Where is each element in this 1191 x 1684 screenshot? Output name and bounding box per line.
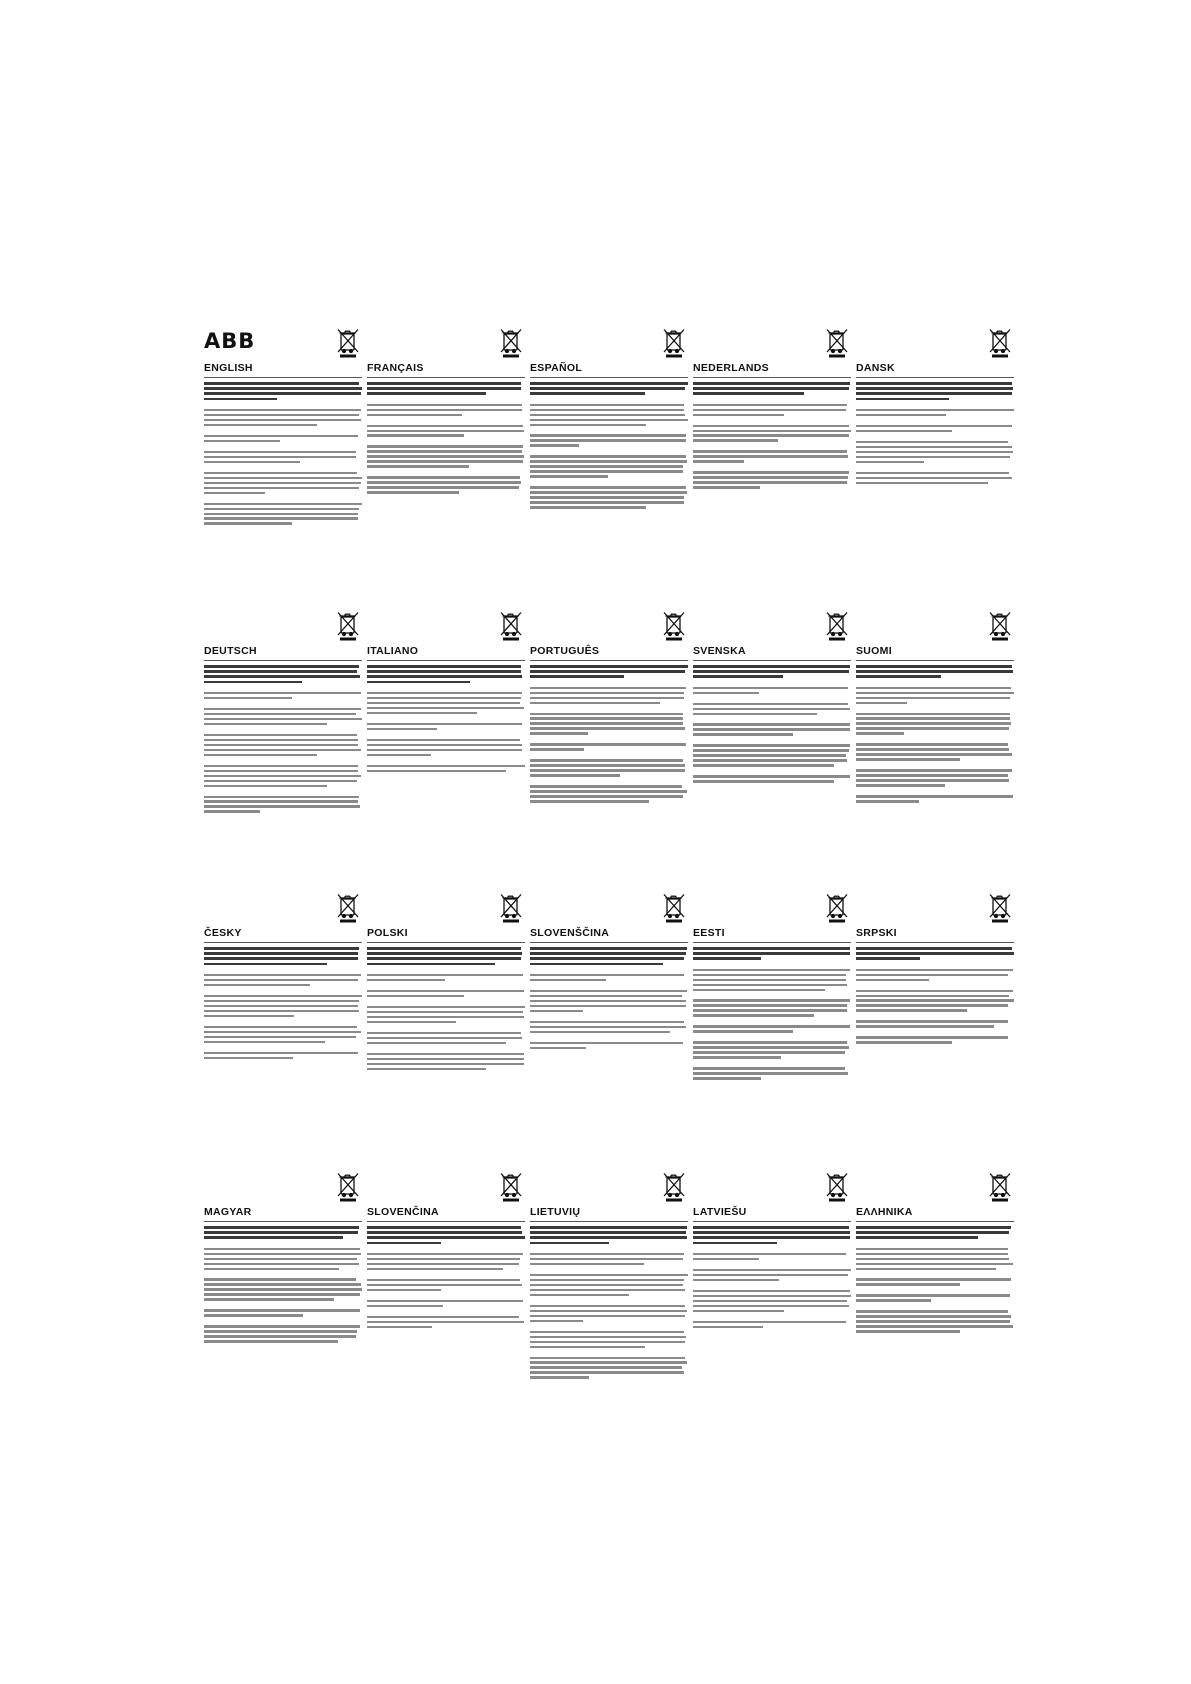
heading-divider xyxy=(367,660,525,661)
language-heading: SLOVENČINA xyxy=(367,1206,439,1218)
language-section xyxy=(693,328,851,576)
language-section xyxy=(367,1172,525,1420)
weee-bin-icon xyxy=(499,611,523,641)
weee-bin-icon xyxy=(499,328,523,358)
heading-divider xyxy=(530,377,688,378)
weee-bin-icon xyxy=(662,1172,686,1202)
weee-bin-icon xyxy=(499,893,523,923)
language-heading: EESTI xyxy=(693,927,725,939)
body-text-placeholder xyxy=(204,1226,362,1351)
body-text-placeholder xyxy=(367,1226,525,1337)
body-text-placeholder xyxy=(530,947,688,1058)
language-heading: ENGLISH xyxy=(204,362,253,374)
heading-divider xyxy=(204,377,362,378)
language-section xyxy=(693,1172,851,1420)
language-section xyxy=(530,328,688,576)
heading-divider xyxy=(204,1221,362,1222)
heading-divider xyxy=(856,377,1014,378)
body-text-placeholder xyxy=(204,382,362,533)
heading-divider xyxy=(693,377,851,378)
heading-divider xyxy=(530,660,688,661)
body-text-placeholder xyxy=(367,382,525,502)
heading-divider xyxy=(693,1221,851,1222)
language-heading: ESPAÑOL xyxy=(530,362,583,374)
language-heading: SVENSKA xyxy=(693,645,746,657)
language-section xyxy=(530,1172,688,1420)
weee-bin-icon xyxy=(988,611,1012,641)
weee-bin-icon xyxy=(988,893,1012,923)
language-section xyxy=(856,611,1014,859)
language-heading: PORTUGUÊS xyxy=(530,645,600,657)
heading-divider xyxy=(204,942,362,943)
language-section xyxy=(693,893,851,1141)
language-section xyxy=(204,328,362,576)
weee-bin-icon xyxy=(988,1172,1012,1202)
language-heading: FRANÇAIS xyxy=(367,362,424,374)
weee-bin-icon xyxy=(825,328,849,358)
heading-divider xyxy=(856,942,1014,943)
heading-divider xyxy=(367,1221,525,1222)
weee-bin-icon xyxy=(662,611,686,641)
heading-divider xyxy=(530,1221,688,1222)
weee-bin-icon xyxy=(662,328,686,358)
heading-divider xyxy=(693,660,851,661)
weee-bin-icon xyxy=(336,893,360,923)
body-text-placeholder xyxy=(693,382,851,497)
body-text-placeholder xyxy=(204,947,362,1068)
language-heading: NEDERLANDS xyxy=(693,362,769,374)
heading-divider xyxy=(367,942,525,943)
body-text-placeholder xyxy=(367,947,525,1079)
language-section xyxy=(856,1172,1014,1420)
language-heading: LATVIEŠU xyxy=(693,1206,747,1218)
language-heading: MAGYAR xyxy=(204,1206,252,1218)
language-section xyxy=(530,893,688,1141)
language-heading: SRPSKI xyxy=(856,927,897,939)
language-section xyxy=(530,611,688,859)
body-text-placeholder xyxy=(367,665,525,781)
weee-bin-icon xyxy=(825,893,849,923)
language-section xyxy=(856,893,1014,1141)
language-heading: SUOMI xyxy=(856,645,892,657)
body-text-placeholder xyxy=(530,665,688,811)
language-heading: LIETUVIŲ xyxy=(530,1206,581,1218)
abb-logo: ABB xyxy=(204,329,256,353)
body-text-placeholder xyxy=(856,1226,1014,1341)
body-text-placeholder xyxy=(856,382,1014,493)
weee-bin-icon xyxy=(336,1172,360,1202)
body-text-placeholder xyxy=(693,665,851,791)
language-section xyxy=(367,328,525,576)
weee-bin-icon xyxy=(336,611,360,641)
language-section xyxy=(693,611,851,859)
language-heading: ITALIANO xyxy=(367,645,419,657)
weee-bin-icon xyxy=(825,611,849,641)
body-text-placeholder xyxy=(530,382,688,517)
heading-divider xyxy=(856,1221,1014,1222)
language-section xyxy=(204,611,362,859)
weee-bin-icon xyxy=(336,328,360,358)
language-heading: DANSK xyxy=(856,362,895,374)
heading-divider xyxy=(367,377,525,378)
weee-bin-icon xyxy=(988,328,1012,358)
body-text-placeholder xyxy=(856,665,1014,811)
weee-bin-icon xyxy=(662,893,686,923)
heading-divider xyxy=(204,660,362,661)
weee-bin-icon xyxy=(825,1172,849,1202)
body-text-placeholder xyxy=(856,947,1014,1052)
body-text-placeholder xyxy=(204,665,362,821)
language-heading: ČESKY xyxy=(204,927,242,939)
heading-divider xyxy=(530,942,688,943)
language-section xyxy=(204,1172,362,1420)
language-section xyxy=(856,328,1014,576)
weee-bin-icon xyxy=(499,1172,523,1202)
language-heading: POLSKI xyxy=(367,927,408,939)
body-text-placeholder xyxy=(693,947,851,1088)
heading-divider xyxy=(693,942,851,943)
body-text-placeholder xyxy=(693,1226,851,1337)
language-section xyxy=(367,893,525,1141)
language-section xyxy=(204,893,362,1141)
language-heading: ΕΛΛΗΝΙΚΑ xyxy=(856,1206,913,1218)
language-heading: SLOVENŠČINA xyxy=(530,927,610,939)
body-text-placeholder xyxy=(530,1226,688,1387)
heading-divider xyxy=(856,660,1014,661)
language-section xyxy=(367,611,525,859)
language-heading: DEUTSCH xyxy=(204,645,257,657)
